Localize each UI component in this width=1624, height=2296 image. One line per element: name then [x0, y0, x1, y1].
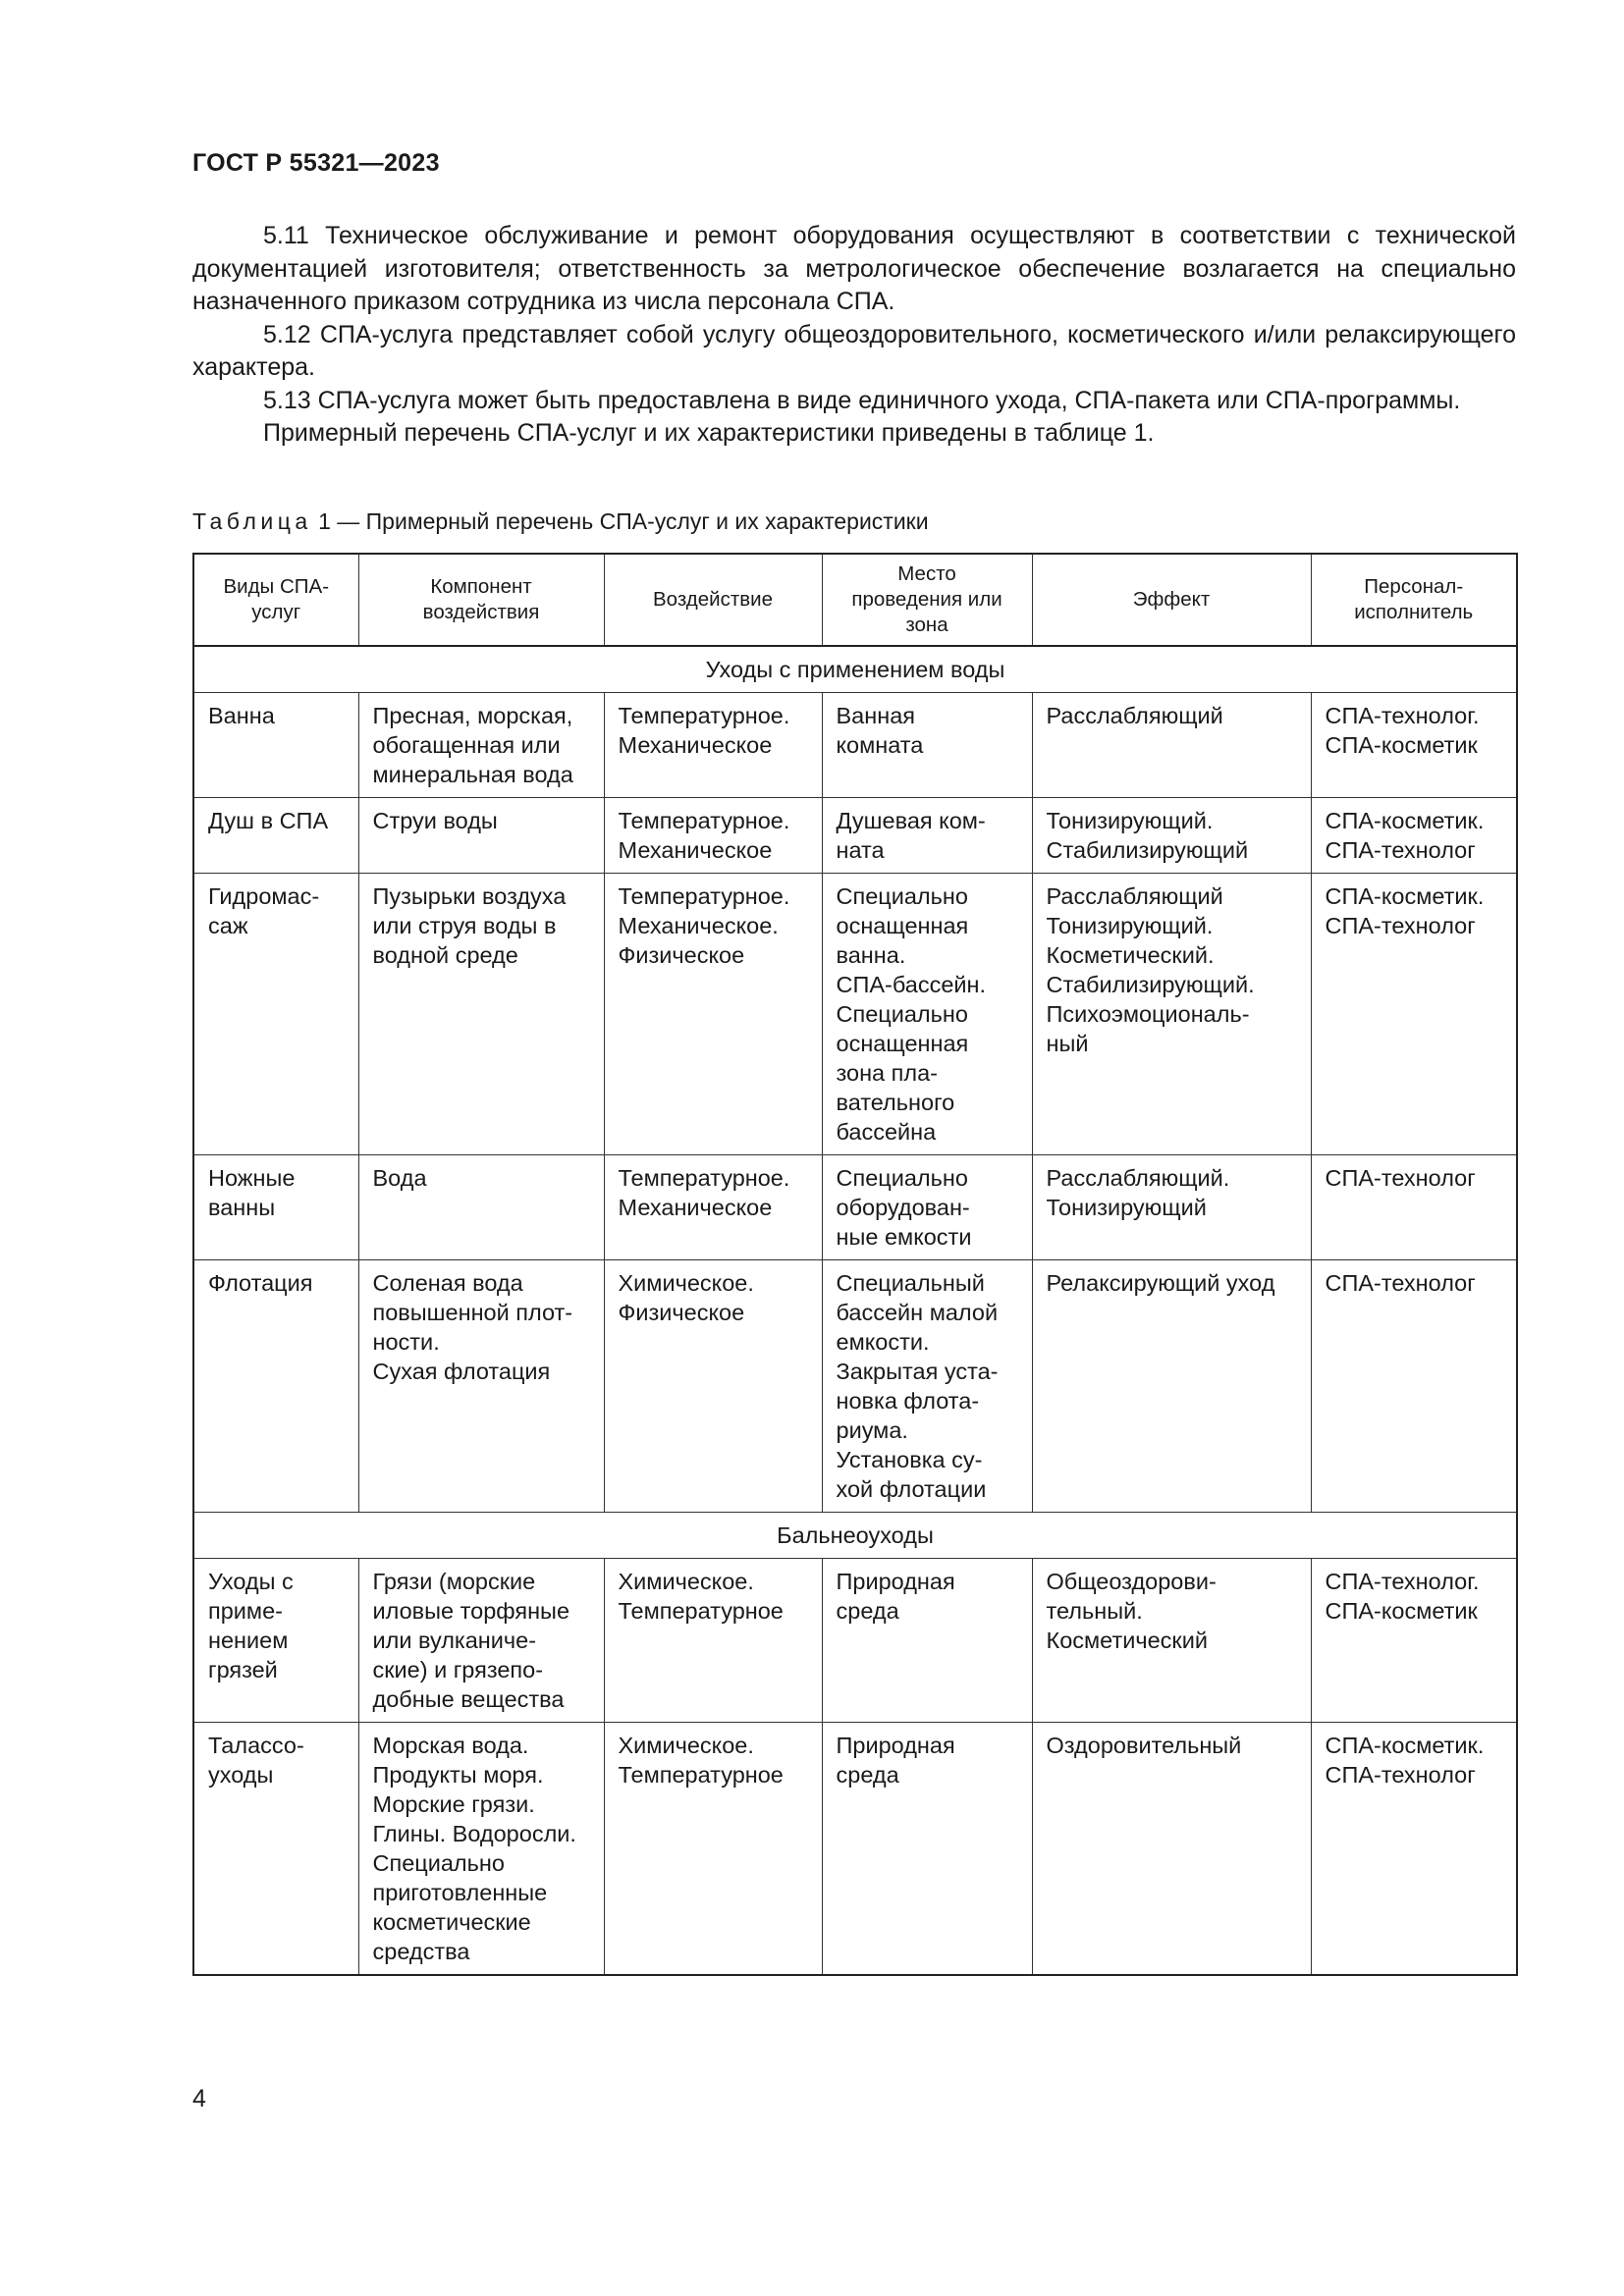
table-cell: Расслабляющий Тонизирующий. Косметический. Стабилизирующий. Психоэмоциональ- ный — [1032, 874, 1311, 1155]
table-cell: Ванная комната — [822, 693, 1032, 798]
table-cell: Релаксирующий уход — [1032, 1260, 1311, 1513]
header-location: Место проведения или зона — [822, 554, 1032, 646]
header-component: Компонент воздействия — [358, 554, 604, 646]
table-cell: Природная среда — [822, 1559, 1032, 1723]
table-cell: Морская вода. Продукты моря. Морские грязи. Глины. Водоросли. Специально приготовленные косметические средства — [358, 1723, 604, 1976]
header-service-type: Виды СПА- услуг — [193, 554, 358, 646]
table-cell: Расслабляющий. Тонизирующий — [1032, 1155, 1311, 1260]
table-cell: Температурное. Механическое — [604, 1155, 822, 1260]
header-effect: Эффект — [1032, 554, 1311, 646]
paragraph-5-13: 5.13 СПА-услуга может быть предоставлена в виде единичного ухода, СПА-пакета или СПА-программы. — [263, 386, 1461, 414]
document-code: ГОСТ Р 55321—2023 — [192, 149, 440, 177]
table-cell: Уходы с приме- нением грязей — [193, 1559, 358, 1723]
paragraph-5-12: 5.12 СПА-услуга представляет собой услугу общеоздоровительного, косметического и/или релаксирующего характера. — [192, 320, 1516, 381]
table-cell: Талассо- уходы — [193, 1723, 358, 1976]
table-row — [193, 1559, 1517, 1723]
header-staff: Персонал- исполнитель — [1311, 554, 1517, 646]
paragraph-table-intro: Примерный перечень СПА-услуг и их характеристики приведены в таблице 1. — [263, 419, 1155, 447]
table-cell: Специально оборудован- ные емкости — [822, 1155, 1032, 1260]
table-row — [193, 1723, 1517, 1976]
table-cell: Химическое. Температурное — [604, 1723, 822, 1976]
table-cell: Температурное. Механическое. Физическое — [604, 874, 822, 1155]
table-caption — [192, 508, 929, 535]
table-cell: Температурное. Механическое — [604, 798, 822, 874]
table-body — [193, 646, 1517, 1975]
table-caption-label: Таблица — [192, 508, 312, 534]
table-cell: Грязи (морские иловые торфяные или вулканиче- ские) и грязепо- добные вещества — [358, 1559, 604, 1723]
table-row — [193, 798, 1517, 874]
table-row — [193, 1155, 1517, 1260]
table-cell: СПА-технолог — [1311, 1155, 1517, 1260]
table-row — [193, 1260, 1517, 1513]
section-row — [193, 646, 1517, 693]
table-cell: Струи воды — [358, 798, 604, 874]
table-header-row — [193, 554, 1517, 646]
table-caption-text: 1 — Примерный перечень СПА-услуг и их характеристики — [311, 508, 929, 534]
paragraph-5-11: 5.11 Техническое обслуживание и ремонт оборудования осуществляют в соответствии с технической документацией изготовителя; ответственность за метрологическое обеспечение возлагается на специально назначенного приказом сотрудника из числа персонала СПА. — [192, 222, 1516, 315]
table-cell: Вода — [358, 1155, 604, 1260]
table-cell: Химическое. Температурное — [604, 1559, 822, 1723]
table-cell: Душ в СПА — [193, 798, 358, 874]
table-cell: Пресная, морская, обогащенная или минеральная вода — [358, 693, 604, 798]
table-cell: Оздоровительный — [1032, 1723, 1311, 1976]
table-cell: СПА-технолог — [1311, 1260, 1517, 1513]
page-number: 4 — [192, 2085, 206, 2112]
table-cell: Ванна — [193, 693, 358, 798]
table-cell: Ножные ванны — [193, 1155, 358, 1260]
table-cell: Пузырьки воздуха или струя воды в водной среде — [358, 874, 604, 1155]
table-cell: Общеоздорови- тельный. Косметический — [1032, 1559, 1311, 1723]
table-cell: СПА-технолог. СПА-косметик — [1311, 693, 1517, 798]
spa-services-table — [192, 553, 1518, 1976]
table-cell: СПА-технолог. СПА-косметик — [1311, 1559, 1517, 1723]
header-impact: Воздействие — [604, 554, 822, 646]
body-text — [192, 220, 1516, 451]
table-cell: Специальный бассейн малой емкости. Закрытая уста- новка флота- риума. Установка су- хой флотации — [822, 1260, 1032, 1513]
table-cell: Специально оснащенная ванна. СПА-бассейн. Специально оснащенная зона пла- вательного бассейна — [822, 874, 1032, 1155]
table-cell: СПА-косметик. СПА-технолог — [1311, 1723, 1517, 1976]
section-title-water: Уходы с применением воды — [193, 646, 1517, 693]
table-cell: Душевая ком- ната — [822, 798, 1032, 874]
table-cell: Флотация — [193, 1260, 358, 1513]
table-cell: Температурное. Механическое — [604, 693, 822, 798]
table-cell: Гидромас- саж — [193, 874, 358, 1155]
section-title-balneo: Бальнеоуходы — [193, 1513, 1517, 1559]
table-cell: Соленая вода повышенной плот- ности. Сухая флотация — [358, 1260, 604, 1513]
table-cell: Тонизирующий. Стабилизирующий — [1032, 798, 1311, 874]
section-row — [193, 1513, 1517, 1559]
table-row — [193, 693, 1517, 798]
table-row — [193, 874, 1517, 1155]
table-cell: СПА-косметик. СПА-технолог — [1311, 874, 1517, 1155]
table-cell: Расслабляющий — [1032, 693, 1311, 798]
table-cell: Химическое. Физическое — [604, 1260, 822, 1513]
table-cell: СПА-косметик. СПА-технолог — [1311, 798, 1517, 874]
table-cell: Природная среда — [822, 1723, 1032, 1976]
